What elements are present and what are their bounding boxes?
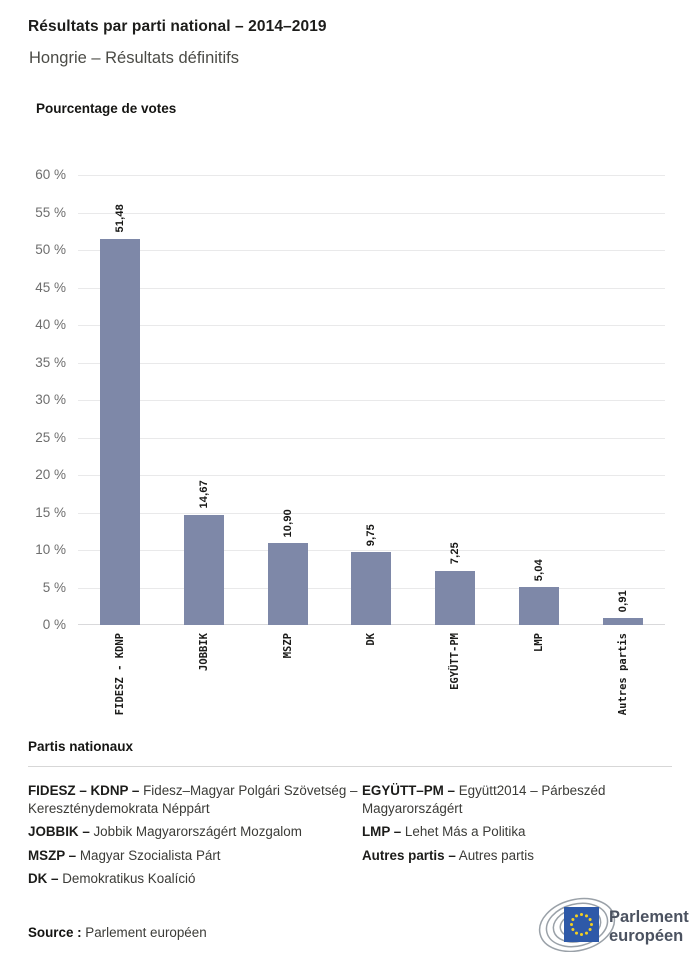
y-tick-label: 25 %: [35, 429, 66, 445]
legend-entry: [362, 847, 672, 865]
legend-column: [28, 782, 362, 894]
y-tick-label: 60 %: [35, 167, 66, 182]
bar-group: [78, 175, 162, 716]
party-abbr: DK –: [28, 871, 59, 886]
legend-entry: [28, 782, 362, 817]
bar-value-label: 9,75: [365, 523, 378, 546]
y-tick-label: 15 %: [35, 504, 66, 520]
bar-value-label: 14,67: [197, 480, 210, 509]
party-legend: [28, 782, 672, 894]
party-abbr: Autres partis –: [362, 847, 456, 863]
x-tick-label: MSZP: [281, 633, 294, 659]
x-tick-label: Autres partis: [617, 633, 630, 716]
bar-value-label: 51,48: [113, 204, 126, 233]
party-abbr: MSZP –: [28, 847, 77, 863]
bar: [435, 571, 475, 625]
european-parliament-logo: [533, 896, 698, 952]
bar-group: [330, 175, 414, 646]
x-tick-label: FIDESZ - KDNP: [113, 633, 126, 716]
y-tick-label: 0 %: [42, 617, 66, 632]
legend-divider: [28, 766, 672, 767]
bar-group: [581, 175, 665, 716]
bar-value-label: 0,91: [617, 589, 630, 613]
party-full-name: Demokratikus Koalíció: [58, 871, 196, 886]
page-subtitle: Hongrie – Résultats définitifs: [29, 49, 240, 67]
chart-axis-title: Pourcentage de votes: [36, 101, 177, 116]
legend-entry: [28, 870, 362, 888]
bar-group: [413, 175, 497, 690]
legend-entry: [28, 823, 362, 841]
bar: [351, 552, 391, 625]
party-abbr: FIDESZ – KDNP –: [28, 783, 140, 798]
bar: [519, 587, 559, 625]
party-full-name: Együtt2014 – Párbeszéd Magyarországért: [362, 783, 606, 816]
source-label: Source :: [28, 925, 82, 940]
party-abbr: EGYÜTT–PM –: [362, 783, 456, 798]
party-full-name: Fidesz–Magyar Polgári Szövetség – Kereszténydemokrata Néppárt: [28, 783, 358, 816]
party-legend-heading: Partis nationaux: [28, 739, 134, 754]
party-full-name: Magyar Szocialista Párt: [76, 847, 221, 863]
logo-text-line1: Parlement: [609, 908, 689, 926]
y-tick-label: 50 %: [35, 242, 66, 257]
bar: [184, 515, 224, 625]
bar-value-label: 10,90: [281, 508, 294, 538]
legend-entry: [362, 782, 672, 817]
party-full-name: Jobbik Magyarországért Mozgalom: [89, 824, 302, 839]
y-tick-label: 45 %: [35, 279, 66, 295]
party-full-name: Lehet Más a Politika: [401, 824, 526, 839]
plot-area: [35, 167, 665, 716]
bar-group: [497, 175, 581, 652]
legend-entry: [28, 847, 362, 865]
bar: [100, 239, 140, 625]
bar-value-label: 7,25: [449, 542, 462, 565]
bar: [268, 543, 308, 625]
x-tick-label: DK: [365, 633, 378, 646]
bar-group: [246, 175, 330, 659]
legend-entry: [362, 823, 672, 841]
y-tick-label: 5 %: [42, 579, 66, 595]
bar: [603, 618, 643, 625]
y-tick-label: 10 %: [35, 542, 66, 557]
bar-group: [162, 175, 246, 671]
x-tick-label: EGYÜTT-PM: [449, 633, 462, 690]
x-tick-label: JOBBIK: [197, 633, 210, 671]
logo-text-line2: européen: [609, 927, 684, 945]
y-tick-label: 55 %: [35, 204, 66, 220]
source-line: [28, 925, 207, 940]
eu-flag-icon: [564, 907, 599, 942]
y-tick-label: 30 %: [35, 392, 66, 407]
party-abbr: JOBBIK –: [28, 824, 90, 839]
source-value: Parlement européen: [81, 925, 207, 940]
bar-value-label: 5,04: [533, 558, 546, 582]
y-tick-label: 20 %: [35, 467, 66, 482]
y-tick-label: 35 %: [35, 354, 66, 370]
x-tick-label: LMP: [533, 633, 546, 652]
party-abbr: LMP –: [362, 824, 402, 839]
legend-column: [362, 782, 672, 894]
page-title: Résultats par parti national – 2014–2019: [28, 18, 327, 35]
y-tick-label: 40 %: [35, 317, 66, 332]
party-full-name: Autres partis: [455, 847, 534, 863]
